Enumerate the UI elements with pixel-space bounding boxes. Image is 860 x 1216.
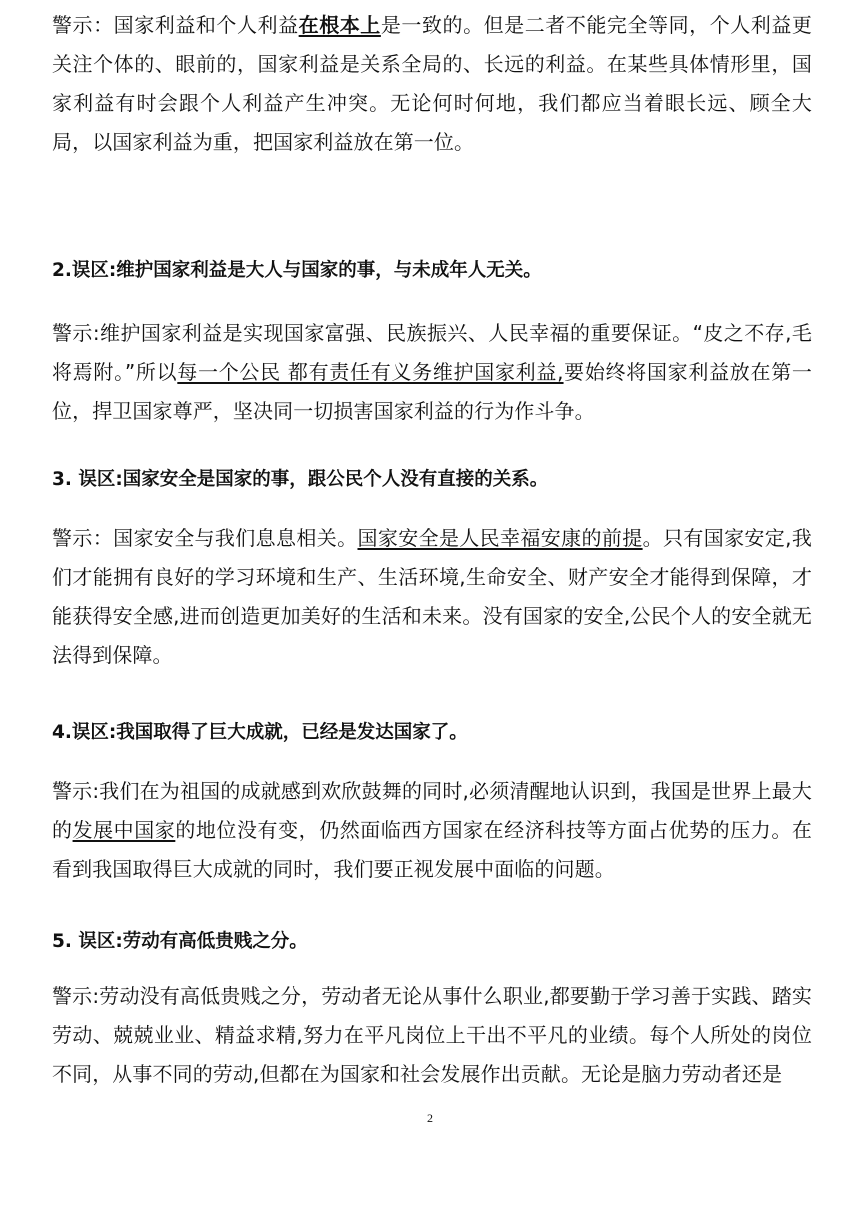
- emphasis-text: 在根本上: [298, 13, 381, 37]
- warning-text: 警示:劳动没有高低贵贱之分，劳动者无论从事什么职业,都要勤于学习善于实践、踏实劳动、兢兢业业、精益求精,努力在平凡岗位上干出不平凡的业绩。每个人所处的岗位不同，从事不同的劳动,但都在为国家和社会发展作出贡献。无论是脑力劳动者还是: [52, 984, 812, 1086]
- underlined-text: 每一个公民 都有责任有义务维护国家利益,: [177, 360, 564, 384]
- warning-text: 的地位没有变，仍然面临西方国家在经济科技等方面占优势的压力。在看到我国取得巨大成就的同时，我们要正视发展中面临的问题。: [52, 818, 812, 881]
- warning-text: 。只有国家安定,我们才能拥有良好的学习环境和生产、生活环境,生命安全、财产安全才能得到保障，才能获得安全感,进而创造更加美好的生活和未来。没有国家的安全,公民个人的安全就无法得到保障。: [52, 526, 812, 667]
- warning-paragraph-5: [52, 977, 812, 1094]
- warning-text: 警示:维护国家利益是实现国家富强、民族振兴、人民幸福的重要保证。“皮之不存,毛将焉附。”所以: [52, 321, 812, 384]
- misconception-heading-2: 2.误区:维护国家利益是大人与国家的事，与未成年人无关。: [52, 260, 542, 281]
- page-number: 2: [427, 1111, 433, 1125]
- warning-text: 警示：国家安全与我们息息相关。: [52, 526, 358, 550]
- underlined-text: 国家安全是人民幸福安康的前提: [357, 526, 643, 550]
- warning-paragraph-3: [52, 519, 812, 675]
- warning-paragraph-4: [52, 772, 812, 889]
- warning-paragraph-2: [52, 314, 812, 431]
- warning-text: 警示：国家利益和个人利益: [52, 13, 299, 37]
- warning-text: 是一致的。但是二者不能完全等同，个人利益更关注个体的、眼前的，国家利益是关系全局的、长远的利益。在某些具体情形里，国家利益有时会跟个人利益产生冲突。无论何时何地，我们都应当着眼长远、顾全大局，以国家利益为重，把国家利益放在第一位。: [52, 13, 813, 154]
- misconception-heading-4: 4.误区:我国取得了巨大成就，已经是发达国家了。: [52, 722, 468, 743]
- misconception-heading-3: 3. 误区:国家安全是国家的事，跟公民个人没有直接的关系。: [52, 469, 549, 490]
- warning-text: 警示:我们在为祖国的成就感到欢欣鼓舞的同时,必须清醒地认识到，我国是世界上最大的: [52, 779, 812, 842]
- underlined-text: 发展中国家: [72, 818, 176, 842]
- misconception-heading-5: 5. 误区:劳动有高低贵贱之分。: [52, 931, 308, 952]
- warning-paragraph-1: [52, 6, 812, 162]
- warning-text: 要始终将国家利益放在第一位，捍卫国家尊严，坚决同一切损害国家利益的行为作斗争。: [52, 360, 813, 423]
